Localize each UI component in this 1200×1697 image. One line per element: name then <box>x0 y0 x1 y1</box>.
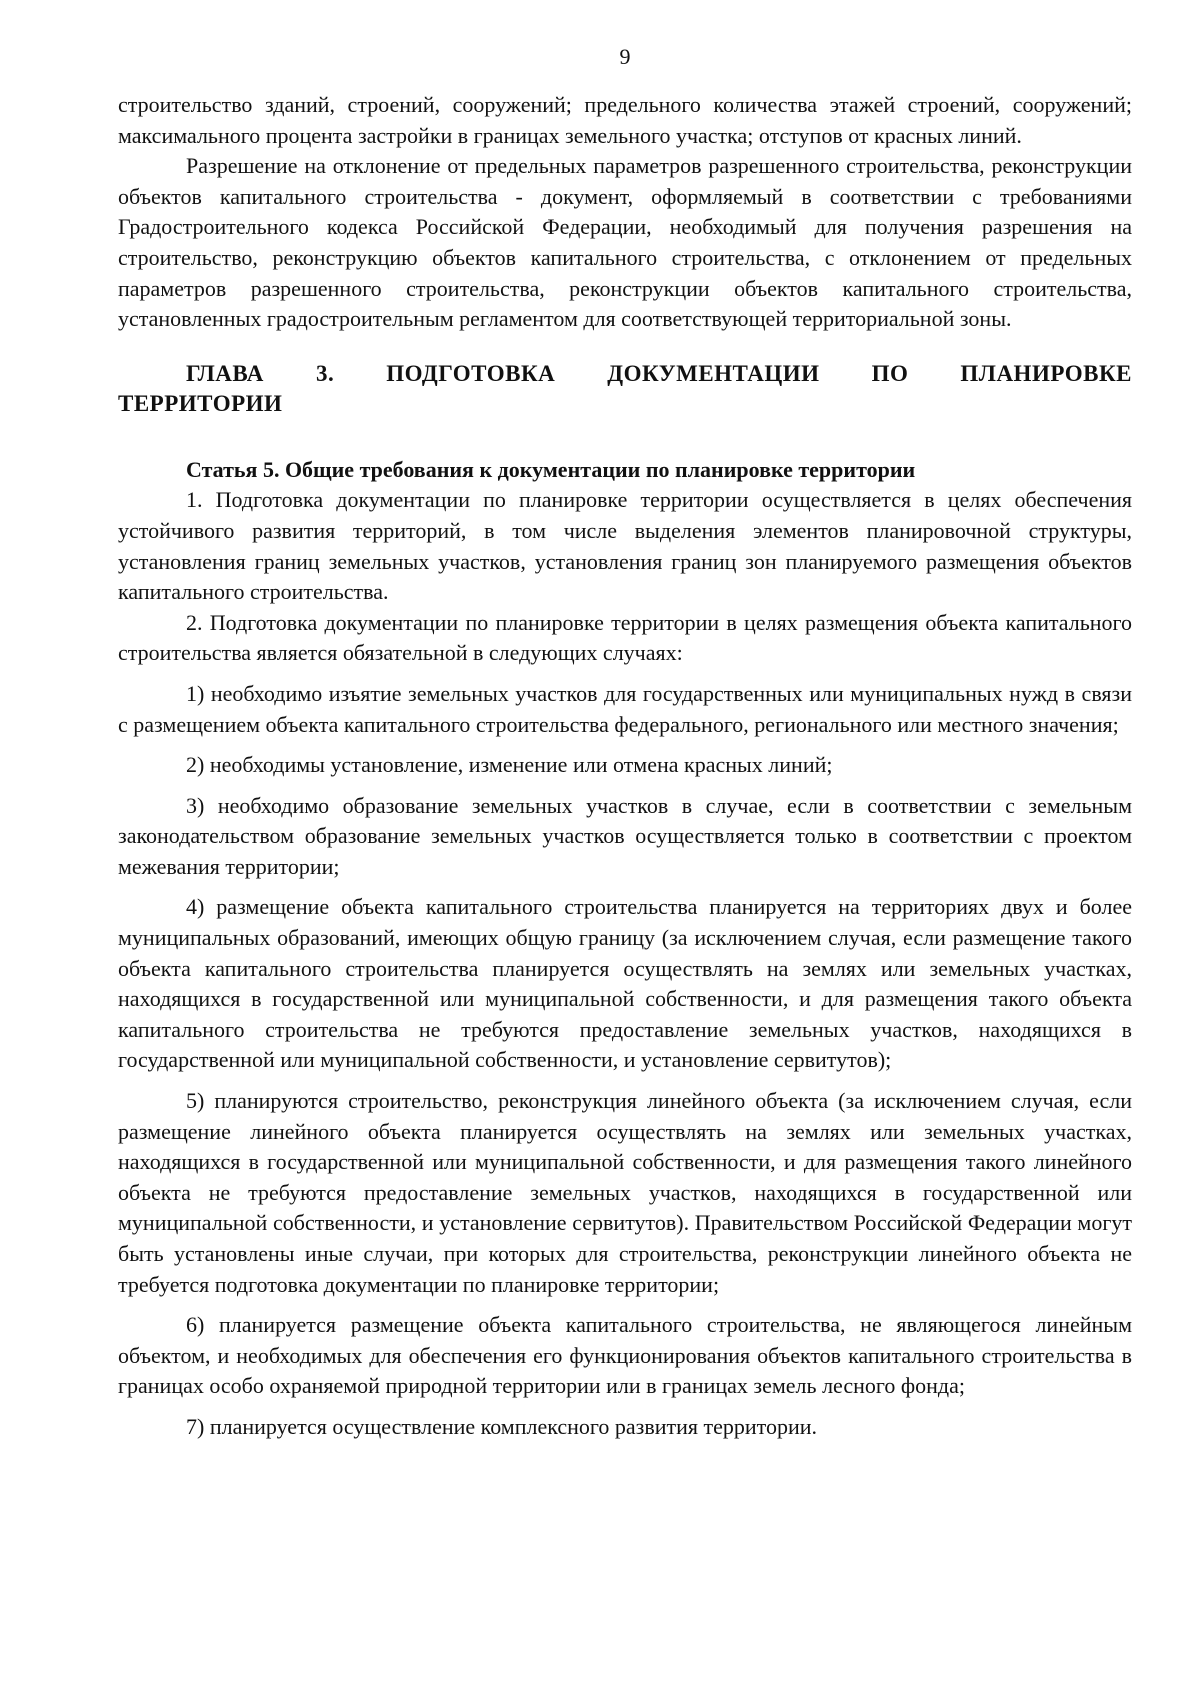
document-page <box>118 42 1132 1443</box>
list-item: 5) планируются строительство, реконструкция линейного объекта (за исключением случая, если размещение линейного объекта планируется осуществлять на землях или земельных участках, находящихся в государственной или муниципальной собственности, и для размещения такого линейного объекта не требуются предоставление земельных участков, находящихся в государственной или муниципальной собственности, и установление сервитутов). Правительством Российской Федерации могут быть установлены иные случаи, при которых для строительства, реконструкции линейного объекта не требуется подготовка документации по планировке территории; <box>118 1088 1132 1297</box>
list-item: 2) необходимы установление, изменение или отмена красных линий; <box>186 752 833 778</box>
chapter-heading-line2: ТЕРРИТОРИИ <box>118 390 283 416</box>
article-heading: Статья 5. Общие требования к документации по планировке территории <box>186 456 916 482</box>
list-item: 3) необходимо образование земельных участков в случае, если в соответствии с земельным законодательством образование земельных участков осуществляется только в соответствии с проектом межевания территории; <box>118 792 1132 879</box>
paragraph-continuation: строительство зданий, строений, сооружений; предельного количества этажей строений, сооружений; максимального процента застройки в границах земельного участка; отступов от красных линий. <box>118 92 1132 148</box>
article-paragraph-1: 1. Подготовка документации по планировке территории осуществляется в целях обеспечения устойчивого развития территорий, в том числе выделения элементов планировочной структуры, установления границ земельных участков, установления границ зон планируемого размещения объектов капитального строительства. <box>118 487 1132 605</box>
chapter-heading-line1: ГЛАВА 3. ПОДГОТОВКА ДОКУМЕНТАЦИИ ПО ПЛАНИРОВКЕ <box>186 360 1132 386</box>
page-number: 9 <box>619 44 631 69</box>
list-item: 1) необходимо изъятие земельных участков для государственных или муниципальных нужд в связи с размещением объекта капитального строительства федерального, регионального или местного значения; <box>118 680 1132 737</box>
list-item: 4) размещение объекта капитального строительства планируется на территориях двух и более муниципальных образований, имеющих общую границу (за исключением случая, если размещение такого объекта капитального строительства планируется осуществлять на землях или земельных участках, находящихся в государственной или муниципальной собственности, и для размещения такого объекта капитального строительства не требуются предоставление земельных участков, находящихся в государственной или муниципальной собственности, и установление сервитутов); <box>118 894 1132 1073</box>
list-item: 6) планируется размещение объекта капитального строительства, не являющегося линейным объектом, и необходимых для обеспечения его функционирования объектов капитального строительства в границах особо охраняемой природной территории или в границах земель лесного фонда; <box>118 1312 1132 1399</box>
list-item: 7) планируется осуществление комплексного развития территории. <box>186 1413 818 1439</box>
paragraph-deviation-permit: Разрешение на отклонение от предельных параметров разрешенного строительства, реконструкции объектов капитального строительства - документ, оформляемый в соответствии с требованиями Градостроительного кодекса Российской Федерации, необходимый для получения разрешения на строительство, реконструкцию объектов капитального строительства, с отклонением от предельных параметров разрешенного строительства, реконструкции объектов капитального строительства, установленных градостроительным регламентом для соответствующей территориальной зоны. <box>118 153 1132 332</box>
article-paragraph-2: 2. Подготовка документации по планировке территории в целях размещения объекта капитального строительства является обязательной в следующих случаях: <box>118 609 1132 666</box>
